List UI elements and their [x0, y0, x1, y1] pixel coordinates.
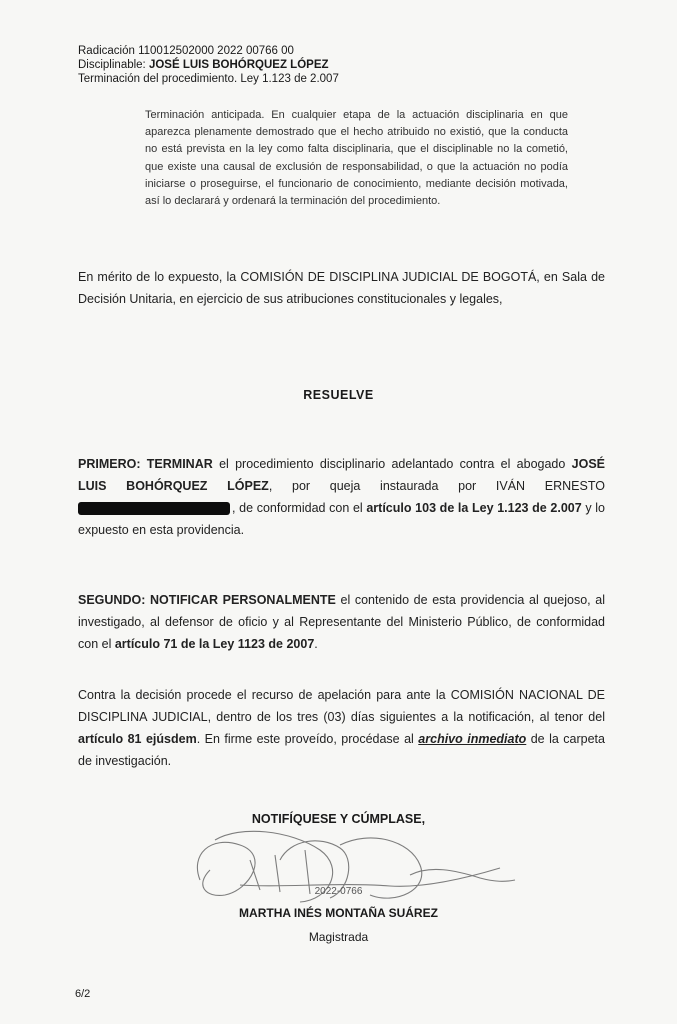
quoted-article: Terminación anticipada. En cualquier etapa de la actuación disciplinaria en que aparezca plenamente demostrado que el hecho atribuido no existió, que la conducta no está prevista en la ley como falta disciplinaria, que el disciplinable no la cometió, que existe una causal de exclusión de responsabilidad, o que la actuación no podía iniciarse o proseguirse, el funcionario de conocimiento, mediante decisión motivada, así lo declarará y ordenará la terminación del procedimiento. [145, 109, 568, 208]
disciplinable-line [78, 58, 339, 72]
closing-formula: NOTIFÍQUESE Y CÚMPLASE, [251, 812, 426, 826]
signer-role: Magistrada [308, 930, 369, 944]
primero-verb: TERMINAR [146, 457, 213, 471]
signer-name: MARTHA INÉS MONTAÑA SUÁREZ [239, 906, 438, 920]
primero-label: PRIMERO: [78, 457, 141, 471]
primero-name: JOSÉ LUIS BOHÓRQUEZ LÓPEZ [78, 457, 605, 493]
primero-paragraph [78, 453, 605, 541]
primero-text3: , de conformidad con el [232, 501, 363, 515]
segundo-verb: NOTIFICAR PERSONALMENTE [150, 593, 336, 607]
contra-paragraph [78, 684, 605, 772]
contra-text3: de la carpeta de investigación. [78, 732, 605, 768]
segundo-article: artículo 71 de la Ley 1123 de 2007 [114, 637, 315, 651]
resuelve-heading: RESUELVE [303, 388, 374, 402]
signature-stamp: 2022-0766 [314, 886, 363, 897]
page-number: 6/2 [75, 988, 91, 1000]
primero-text1: el procedimiento disciplinario adelantado contra el abogado [219, 457, 566, 471]
segundo-label: SEGUNDO: [78, 593, 146, 607]
primero-article: artículo 103 de la Ley 1.123 de 2.007 [366, 501, 582, 515]
contra-text1: Contra la decisión procede el recurso de apelación para ante la COMISIÓN NACIONAL DE DISCIPLINA JUDICIAL, dentro de los tres (03) días siguientes a la notificación, al tenor del [78, 688, 605, 724]
handwritten-signature [180, 820, 520, 915]
document-header [78, 44, 339, 86]
radicacion-line: Radicación 110012502000 2022 00766 00 [78, 45, 294, 57]
terminacion-line: Terminación del procedimiento. Ley 1.123 de 2.007 [78, 73, 339, 85]
segundo-paragraph [78, 589, 605, 655]
segundo-text1: el contenido de esta providencia al quejoso, al investigado, al defensor de oficio y al Representante del Ministerio Público, de conformidad con el [78, 593, 605, 651]
contra-article: artículo 81 ejúsdem [78, 732, 197, 746]
primero-text2: , por queja instaurada por IVÁN ERNESTO [268, 479, 605, 493]
disciplinable-label: Disciplinable: [78, 59, 146, 71]
contra-text2: . En firme este proveído, procédase al [196, 732, 414, 746]
primero-text4: y lo expuesto en esta providencia. [78, 501, 605, 537]
archivo-inmediato: archivo inmediato [418, 732, 527, 746]
segundo-text2: . [314, 637, 318, 651]
disciplinable-name: JOSÉ LUIS BOHÓRQUEZ LÓPEZ [148, 59, 329, 71]
merito-paragraph: En mérito de lo expuesto, la COMISIÓN DE DISCIPLINA JUDICIAL DE BOGOTÁ, en Sala de Decisión Unitaria, en ejercicio de sus atribuciones constitucionales y legales, [78, 270, 605, 306]
redaction-bar [78, 502, 230, 515]
